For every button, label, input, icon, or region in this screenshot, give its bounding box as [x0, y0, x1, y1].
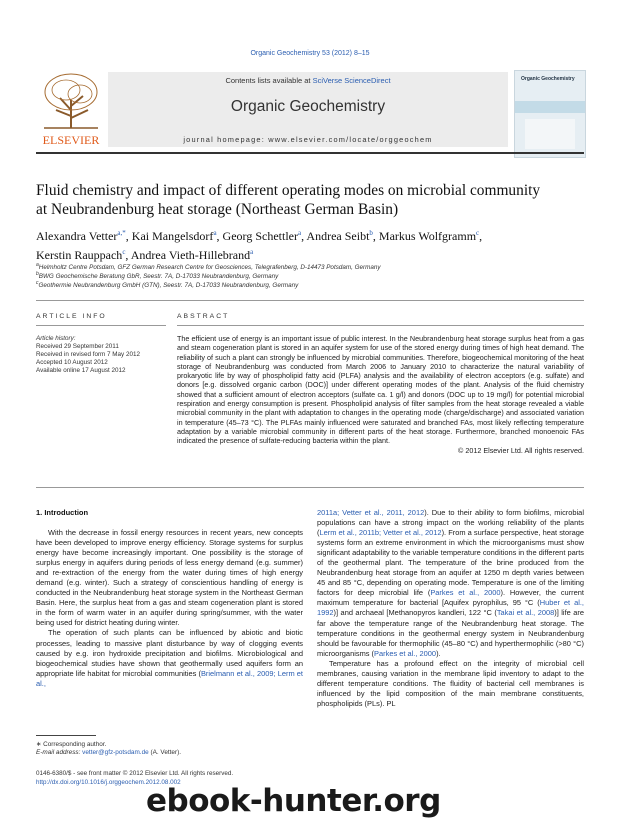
- journal-citation[interactable]: Organic Geochemistry 53 (2012) 8–15: [250, 50, 370, 57]
- affiliation-text: BWG Geochemische Beratung GbR, Seestr. 7A, D-17033 Neubrandenburg, Germany: [38, 273, 279, 281]
- citation-link[interactable]: Brielmann et al., 2009; Lerm et al.,: [36, 668, 304, 688]
- abstract-copyright: © 2012 Elsevier Ltd. All rights reserved.: [458, 445, 584, 455]
- affiliation-text: Geothermie Neubrandenburg GmbH (GTN), Seestr. 7A, D-17033 Neubrandenburg, Germany: [38, 282, 299, 290]
- elsevier-wordmark: ELSEVIER: [42, 133, 100, 147]
- sciencedirect-link[interactable]: SciVerse ScienceDirect: [312, 76, 391, 85]
- watermark-text: ebook-hunter.org: [146, 783, 441, 819]
- paragraph-text: ). Due to their ability to form biofilms, microbial populations can have a strong impact on the working reliability of the plants (: [317, 508, 584, 538]
- contents-prefix: Contents lists available at: [225, 76, 313, 85]
- affiliation: [36, 271, 556, 280]
- author-affil-mark[interactable]: a: [213, 229, 217, 237]
- article-info-heading: ARTICLE INFO: [36, 313, 107, 320]
- history-item: Accepted 10 August 2012: [36, 359, 108, 366]
- history-label: Article history:: [36, 335, 76, 342]
- author: Kerstin Rauppach: [36, 248, 123, 262]
- author-separator: ,: [372, 229, 379, 243]
- abstract-body: [177, 334, 584, 455]
- section-heading: 1. Introduction: [36, 508, 89, 517]
- paragraph-text: ).: [436, 648, 441, 658]
- paragraph-text: )] and archaeal [Methanopyros kandleri, 122 °C (: [333, 608, 497, 618]
- affiliation-text: Helmholtz Centre Potsdam, GFZ German Research Centre for Geosciences, Telegrafenberg, D-14473 Potsdam, Germany: [38, 264, 381, 272]
- author-separator: ,: [125, 229, 132, 243]
- email-label: E-mail address:: [36, 749, 83, 757]
- author-affil-mark[interactable]: c: [476, 229, 480, 237]
- author: Kai Mangelsdorf: [131, 229, 214, 243]
- history-item: Available online 17 August 2012: [36, 367, 126, 374]
- divider: [36, 300, 584, 301]
- affiliation-mark: c: [36, 280, 39, 286]
- footnote-rule: [36, 735, 96, 736]
- citation-link[interactable]: Takai et al., 2008: [496, 608, 555, 618]
- journal-name: Organic Geochemistry: [230, 98, 386, 115]
- author-separator: ,: [301, 229, 307, 243]
- article-history: [36, 335, 166, 375]
- author-list: [36, 225, 596, 263]
- article-title: [36, 181, 596, 219]
- cover-band: [515, 101, 585, 113]
- history-item: Received 29 September 2011: [36, 343, 119, 350]
- left-column: [36, 528, 303, 689]
- corresponding-author-note: ∗ Corresponding author.: [36, 741, 107, 748]
- author-affil-mark[interactable]: a: [297, 229, 302, 237]
- contents-line: [108, 76, 508, 85]
- paragraph: Temperature has a profound effect on the integrity of microbial cell membranes, causing variation in the membrane lipid inventory to adapt to the different temperature conditions. The fluidity of bacterial cell membranes is influenced by the lipid composition of the main membrane constituents, phospholipids (PLs). PL: [317, 658, 584, 708]
- citation-link[interactable]: Parkes et al., 2000: [430, 588, 501, 598]
- affiliation-mark: b: [36, 271, 39, 277]
- title-line-2: at Neubrandenburg heat storage (Northeast German Basin): [36, 201, 399, 218]
- citation-link[interactable]: Parkes et al., 2000: [374, 648, 437, 658]
- email-suffix: (A. Vetter).: [148, 749, 182, 757]
- doi-link[interactable]: http://dx.doi.org/10.1016/j.orggeochem.2012.08.002: [36, 778, 181, 786]
- affiliation: [36, 280, 556, 289]
- paragraph: [36, 628, 303, 688]
- right-column: [317, 508, 584, 709]
- header-rule: [36, 152, 584, 154]
- paragraph-text: The operation of such plants can be influenced by abiotic and biotic processes, leading to massive plant disturbance by way of clogging events caused by e.g. iron hydroxide precipitation and biofilms. Microbiological and biogeochemical studies have shown that geothermally used aquifers form an appropriate life habitat for microbial communities (: [36, 628, 303, 678]
- divider: [177, 325, 584, 326]
- email-line: [36, 749, 306, 757]
- paragraph-text: ). From a surface perspective, heat storage systems form an extreme environment in which the microorganisms must show significant adaptability to the variable temperature conditions in the different parts of the geothermal plant. The temperature of the brine produced from the Neubrandenburg heat storage from an aquifer at 1250 m depth varies between 45 and 85 °C, depending on operating mode. Temperature is one of the limiting factors for deep microbial life (: [317, 528, 584, 598]
- paragraph-text: ). However, the current maximum temperature for bacterial [Aquifex pyrophilus, 95 °C (: [317, 588, 584, 608]
- affiliation-mark: a: [36, 262, 39, 268]
- author-affil-mark[interactable]: c: [122, 248, 126, 256]
- paragraph-text: )] life are far above the temperature range of the Neubrandenburg heat storage. The temperature conditions in the geothermal energy system in Neubrandenburg should be favourable for thermophilic (45–80 °C) and hyperthermophilic (>80 °C) microorganisms (: [317, 608, 584, 658]
- divider: [36, 325, 166, 326]
- author: Georg Schettler: [222, 229, 298, 243]
- author-separator: ,: [216, 229, 223, 243]
- author-separator: ,: [125, 248, 131, 262]
- footnote: [36, 741, 306, 758]
- abstract-text: The efficient use of energy is an important issue of public interest. In the Neubrandenburg heat storage surplus heat from a gas and steam cogeneration plant is stored in an aquifer system for use of the stored energy during times of high heat demand. The reliability of such a plant can strongly be influenced by microbial communities. Therefore, biogeochemical monitoring of the heat storage of Neubrandenburg was conducted from March 2006 to January 2010 to characterize the natural variability of prokaryotic life by way of phospholipid fatty acid (PLFA) analysis and the availability of electron acceptors (e.g. sulfate) and donors [e.g. dissolved organic carbon (DOC)] under different operating modes of the plant. Analysis of the fluid chemistry showed that a sufficient amount of electron acceptors (sulfate ca. 1 g/l) and donors (DOC up to 19 mg/l) for potential microbial respiration and energy consumption is present. Phospholipid analysis of filter samples from the heat storage revealed a viable microbial community in the plant with adaptation to changes in the operating mode (charge/discharge) and associated variation in temperature (45–73 °C). The PLFAs mainly influenced were saturated and branched FAs, most likely reflecting temperature adaptation by a variable microbial community in different parts of the heat storage. Furthermore, branched monoenoic FAs indicated the presence of sulfate-reducing bacteria within the plant.: [177, 334, 584, 446]
- journal-homepage[interactable]: journal homepage: www.elsevier.com/locate/orggeochem: [183, 135, 433, 144]
- author-separator: ,: [479, 229, 483, 243]
- paragraph: [317, 508, 584, 659]
- email-link[interactable]: vetter@gfz-potsdam.de: [82, 749, 149, 757]
- history-item: Received in revised form 7 May 2012: [36, 351, 140, 358]
- cover-title: Organic Geochemistry: [521, 76, 575, 82]
- abstract-heading: ABSTRACT: [177, 313, 230, 320]
- citation-link[interactable]: Huber et al., 1992: [317, 598, 584, 618]
- author-affil-mark[interactable]: a,*: [117, 229, 126, 237]
- affiliation: [36, 262, 556, 271]
- author-affil-mark[interactable]: b: [369, 229, 373, 237]
- author: Andrea Seibt: [306, 229, 370, 243]
- author: Andrea Vieth-Hillebrand: [130, 248, 251, 262]
- author: Alexandra Vetter: [36, 229, 118, 243]
- author: Markus Wolfgramm: [378, 229, 477, 243]
- citation-link[interactable]: 2011a; Vetter et al., 2011, 2012: [317, 508, 425, 517]
- issn-line: 0146-6380/$ - see front matter © 2012 Elsevier Ltd. All rights reserved.: [36, 770, 234, 777]
- divider: [36, 487, 584, 488]
- author-affil-mark[interactable]: a: [250, 248, 254, 256]
- journal-cover-thumbnail: [514, 70, 586, 158]
- paragraph: With the decrease in fossil energy resources in recent years, new concepts have been developed to improve energy efficiency. Storage systems for surplus energy have become increasingly important. One possibility is the storage of surplus energy in aquifers during periods of less energy demand (e.g. summer) and re-extraction of the energy from the water during times of high energy demand (e.g. winter). Such a strategy of conscientious handling of energy is conducted in the Neubrandenburg heat storage system in the Northeast German Basin. Here, the surplus heat from a gas and steam cogeneration plant is stored in the form of warm water in an aquifer during spring/summer, with the water being used for district heating during winter.: [36, 528, 303, 628]
- elsevier-tree-icon: [36, 70, 106, 148]
- cover-panel: [525, 119, 575, 149]
- elsevier-logo: [36, 70, 106, 148]
- title-line-1: Fluid chemistry and impact of different operating modes on microbial community: [36, 182, 541, 199]
- citation-link[interactable]: Lerm et al., 2011b; Vetter et al., 2012: [319, 528, 442, 538]
